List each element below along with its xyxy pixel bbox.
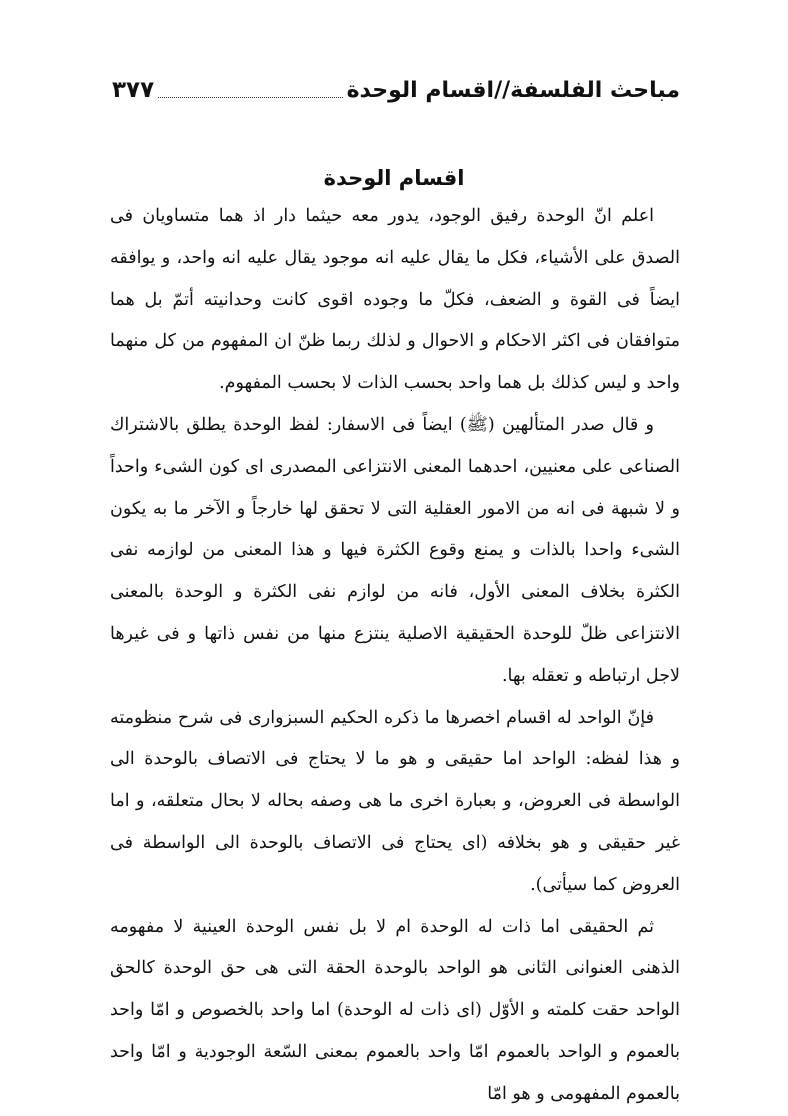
section-heading: اقسام الوحدة (323, 166, 465, 190)
body-text (110, 196, 680, 1116)
paragraph-2: و قال صدر المتألهين (ﷺ) ايضاً فى الاسفار: لفظ الوحدة يطلق بالاشتراك الصناعى على معنيين، احدهما المعنى الانتزاعى المصدرى اى كون الشىء واحداً و لا شبهة فى انه من الامور العقلية التى لا تحقق لها خارجاً و الآخر ما به يكون الشىء واحدا بالذات و يمنع وقوع الكثرة فيها و هذا المعنى من لوازمه نفى الكثرة بخلاف المعنى الأول، فانه من لوازم نفى الكثرة و الوحدة بالمعنى الانتزاعى ظلّ للوحدة الحقيقية الاصلية ينتزع منها من نفس ذاتها و فى غيرها لاجل ارتباطه و تعقله بها. (110, 414, 680, 686)
header-dot-leader (158, 97, 342, 98)
running-header (112, 62, 680, 102)
paragraph-3: فإنّ الواحد له اقسام اخصرها ما ذكره الحكيم السبزوارى فى شرح منظومته و هذا لفظه: الواحد اما حقيقى و هو ما لا يحتاج فى الاتصاف بالوحدة الى الواسطة فى العروض، و بعبارة اخرى ما هى وصفه بحاله لا بحال متعلقه، و اما غير حقيقى و هو بخلافه (اى يحتاج فى الاتصاف بالوحدة الى الواسطة فى العروض كما سيأتى). (110, 707, 680, 895)
header-title: مباحث الفلسفة//اقسام الوحدة (346, 78, 680, 103)
page-number: ۳۷۷ (112, 77, 155, 103)
paragraph-1: اعلم انّ الوحدة رفيق الوجود، يدور معه حيثما دار اذ هما متساويان فى الصدق على الأشياء، فكل ما يقال عليه انه موجود يقال عليه انه واحد، و يوافقه ايضاً فى القوة و الضعف، فكلّ ما وجوده اقوى كانت وحدانيته أتمّ بل هما متوافقان فى اكثر الاحكام و الاحوال و لذلك ربما ظنّ ان المفهوم من كل منهما واحد و ليس كذلك بل هما واحد بحسب الذات لا بحسب المفهوم. (110, 206, 680, 394)
paragraph-4: ثم الحقيقى اما ذات له الوحدة ام لا بل نفس الوحدة العينية لا مفهومه الذهنى العنوانى الثانى هو الواحد بالوحدة الحقة التى هى حق الوحدة كالحق الواحد حقت كلمته و الأوّل (اى ذات له الوحدة) اما واحد بالخصوص و امّا واحد بالعموم و الواحد بالعموم امّا واحد بالعموم بمعنى السّعة الوجودية و امّا واحد بالعموم المفهومى و هو امّا (110, 916, 680, 1104)
